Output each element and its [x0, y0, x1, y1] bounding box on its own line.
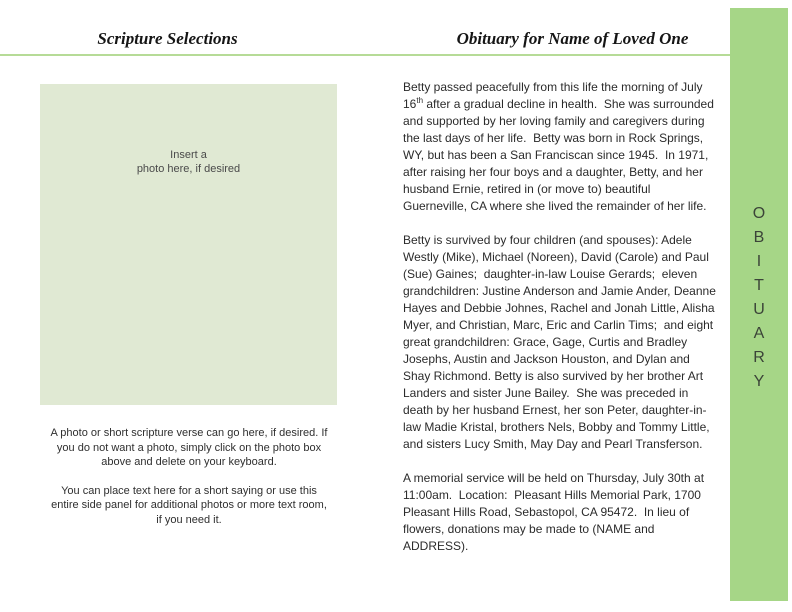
side-panel-instructions	[48, 426, 330, 541]
tab-letter: O	[752, 205, 766, 222]
tab-letter: A	[753, 325, 765, 342]
tab-letter: I	[756, 253, 762, 270]
obituary-paragraph-3: A memorial service will be held on Thursday, July 30th at 11:00am. Location: Pleasant Hills Memorial Park, 1700 Pleasant Hills Road, Sebastopol, CA 95472. In lieu of flowers, donations may be made to (NAME and ADDRESS).	[403, 471, 708, 553]
obituary-paragraph-2: Betty is survived by four children (and spouses): Adele Westly (Mike), Michael (Noreen), David (Carole) and Paul (Sue) Gaines; daughter-in-law Louise Gerards; eleven grandchildren: Justine Anderson and Jamie Ander, Deanne Hayes and Debbie Johnes, Rachel and Jonah Little, Alisha Myer, and Christian, Marc, Eric and Carlin Tims; and eight great grandchildren: Grace, Gage, Curtis and Bradley Josephs, Austin and Jackson Houston, and Dylan and Shay Richmond. Betty is also survived by her brother Art Landers and sister June Bailey. She was preceded in death by her husband Ernest, her son Peter, daughter-in-law Madie Kristal, brothers Nels, Bobby and Tommy Little, and sisters Lucy Smith, May Day and Pearl Transferson.	[403, 233, 720, 451]
obituary-heading: Obituary for Name of Loved One	[456, 29, 689, 48]
tab-letter: R	[753, 349, 765, 366]
scripture-selections-heading: Scripture Selections	[97, 29, 238, 48]
photo-placeholder-text-line1: Insert a	[170, 149, 207, 161]
obituary-side-tab	[730, 8, 788, 601]
tab-letter: T	[754, 277, 764, 294]
instruction-paragraph-1: A photo or short scripture verse can go here, if desired. If you do not want a photo, simply click on the photo box above and delete on your keyboard.	[50, 427, 328, 468]
obituary-vertical-label	[730, 206, 788, 390]
ordinal-superscript: th	[416, 96, 424, 105]
photo-placeholder-text-line2: photo here, if desired	[136, 163, 241, 175]
tab-letter: Y	[753, 373, 765, 390]
instruction-paragraph-2: You can place text here for a short saying or use this entire side panel for additional photos or more text room, if you need it.	[51, 484, 327, 526]
obituary-p1-text-continued: after a gradual decline in health. She was surrounded and supported by her loving family and caregivers during the last days of her life. Betty was born in Rock Springs, WY, but has been a San Franciscan since 1945. In 1971, after raising her four boys and a daughter, Betty, and her husband Ernie, retired in (or move to) beautiful Guerneville, CA where she lived the remainder of her life.	[403, 97, 718, 213]
tab-letter: B	[753, 229, 765, 246]
tab-letter: U	[753, 301, 765, 318]
obituary-paragraph-1	[403, 79, 717, 215]
photo-placeholder-box[interactable]	[40, 84, 337, 405]
obituary-p1-text: Betty passed peacefully from this life the morning of July 16	[403, 80, 706, 111]
header-divider-line	[0, 54, 730, 56]
obituary-body	[403, 79, 720, 572]
